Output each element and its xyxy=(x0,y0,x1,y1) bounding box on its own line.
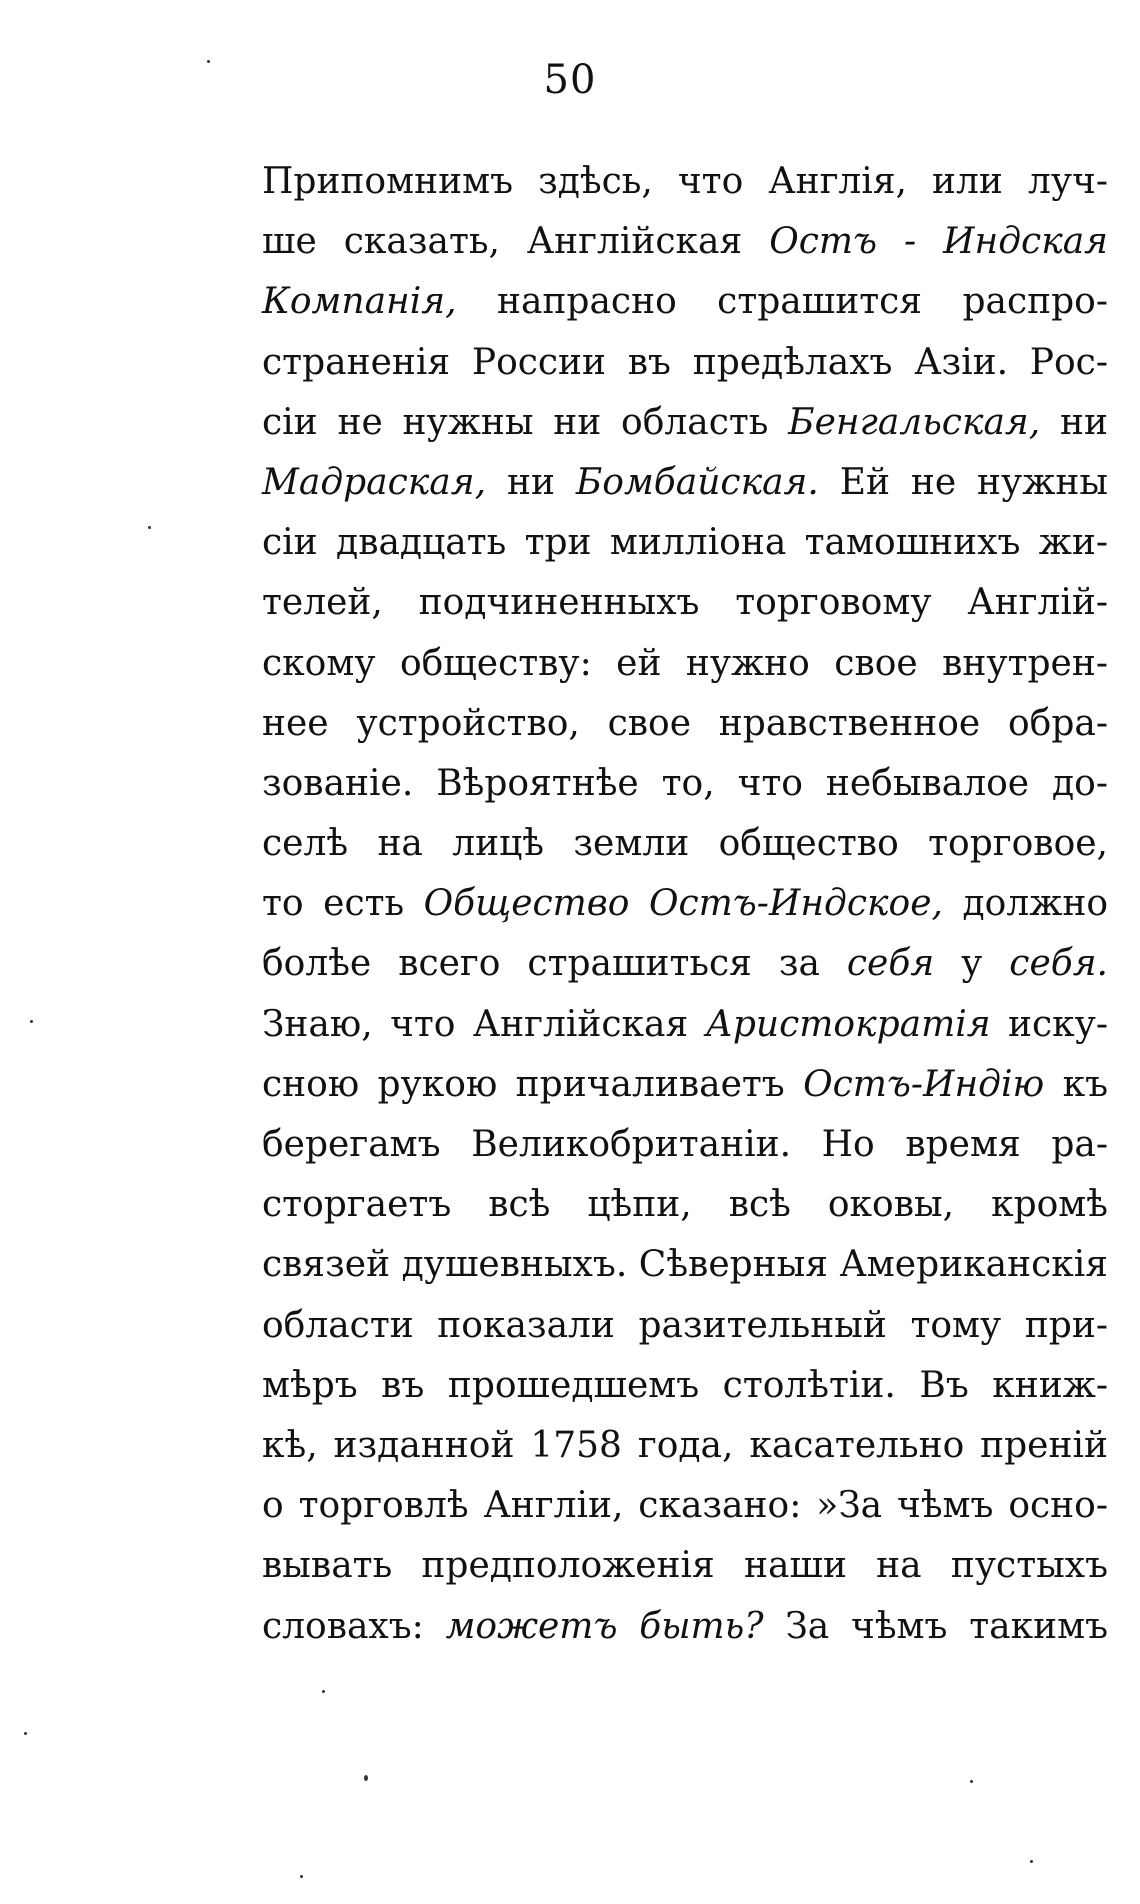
text-run: скому обществу: ей нужно свое внутрен- xyxy=(262,642,1108,684)
print-speck xyxy=(30,1020,33,1023)
text-line xyxy=(262,1055,1108,1115)
text-run: о торговлѣ Англіи, сказано: »За чѣмъ осно- xyxy=(262,1485,1108,1527)
text-run: Ей не нужны xyxy=(818,461,1109,503)
print-speck xyxy=(1030,1860,1033,1863)
text-run: телей, подчиненныхъ торговому Англій- xyxy=(262,582,1108,624)
text-run: связей душевныхъ. Сѣверныя Американскія xyxy=(262,1244,1108,1286)
text-run: берегамъ Великобританіи. Но время ра- xyxy=(262,1124,1108,1165)
text-line xyxy=(262,995,1108,1055)
text-line xyxy=(262,1115,1108,1175)
text-line xyxy=(262,934,1108,994)
text-run: сіи не нужны ни область xyxy=(262,401,789,443)
text-line xyxy=(262,272,1108,332)
text-run: страненія России въ предѣлахъ Азіи. Рос- xyxy=(262,341,1108,383)
text-run: напрасно страшится распро- xyxy=(456,281,1108,323)
text-run: иску- xyxy=(990,1003,1108,1045)
text-run: За чѣмъ такимъ xyxy=(763,1605,1109,1647)
text-run: у xyxy=(934,943,1010,985)
text-line xyxy=(262,393,1108,453)
text-run: нее устройство, свое нравственное обра- xyxy=(262,702,1108,744)
text-run: къ xyxy=(1044,1063,1108,1105)
text-line xyxy=(262,1175,1108,1235)
text-run: селѣ на лицѣ земли общество торговое, xyxy=(262,823,1108,865)
print-speck xyxy=(970,1780,973,1783)
print-speck xyxy=(300,1875,303,1878)
text-run: Припомнимъ здѣсь, что Англія, или луч- xyxy=(262,161,1108,202)
text-line xyxy=(262,1296,1108,1356)
text-line xyxy=(262,634,1108,694)
text-run: должно xyxy=(942,883,1108,925)
text-run: болѣе всего страшиться за xyxy=(262,943,847,985)
body-text xyxy=(262,152,1108,1657)
italic-text-run: себя. xyxy=(1009,943,1108,985)
italic-text-run: себя xyxy=(846,943,935,985)
italic-text-run: Бомбайская. xyxy=(575,461,819,503)
print-speck xyxy=(322,1690,325,1693)
print-speck xyxy=(207,60,210,63)
text-line xyxy=(262,333,1108,393)
text-run: то есть xyxy=(262,883,424,925)
text-line xyxy=(262,754,1108,814)
italic-text-run: Общество Остъ-Индское, xyxy=(423,883,943,925)
text-line xyxy=(262,212,1108,272)
print-speck xyxy=(364,1775,368,1781)
text-line xyxy=(262,1416,1108,1476)
text-run: зованіе. Вѣроятнѣе то, что небывалое до- xyxy=(262,762,1108,804)
text-line xyxy=(262,453,1108,513)
text-line xyxy=(262,1536,1108,1596)
italic-text-run: Бенгальская, xyxy=(788,401,1041,443)
italic-text-run: Аристократія xyxy=(705,1003,991,1045)
page-number: 50 xyxy=(543,57,597,103)
text-line xyxy=(262,814,1108,874)
italic-text-run: можетъ быть? xyxy=(445,1605,764,1647)
text-run: сторгаетъ всѣ цѣпи, всѣ оковы, кромѣ xyxy=(262,1184,1108,1226)
text-line xyxy=(262,152,1108,212)
text-run: мѣръ въ прошедшемъ столѣтіи. Въ книж- xyxy=(262,1364,1108,1406)
text-line xyxy=(262,694,1108,754)
text-run: словахъ: xyxy=(262,1605,446,1647)
print-speck xyxy=(24,1732,27,1735)
text-run: Знаю, что Англійская xyxy=(262,1003,706,1045)
italic-text-run: Мадраская, xyxy=(262,461,487,503)
text-line xyxy=(262,573,1108,633)
text-run: сною рукою причаливаетъ xyxy=(262,1063,804,1105)
text-line xyxy=(262,1476,1108,1536)
italic-text-run: Остъ-Индію xyxy=(803,1063,1045,1105)
text-line xyxy=(262,1235,1108,1295)
italic-text-run: Остъ - Индская xyxy=(769,221,1108,263)
print-speck xyxy=(148,526,151,529)
text-run: ни xyxy=(486,461,576,503)
text-line xyxy=(262,513,1108,573)
text-run: сіи двадцать три милліона тамошнихъ жи- xyxy=(262,522,1108,564)
text-run: вывать предположенія наши на пустыхъ xyxy=(262,1545,1108,1587)
italic-text-run: Компанія, xyxy=(262,281,457,323)
text-line xyxy=(262,1597,1108,1657)
text-line xyxy=(262,1356,1108,1416)
text-run: ше сказать, Англійская xyxy=(262,221,770,263)
text-run: области показали разительный тому при- xyxy=(262,1304,1108,1346)
text-run: кѣ, изданной 1758 года, касательно преній xyxy=(262,1424,1108,1466)
text-run: ни xyxy=(1040,401,1108,443)
text-line xyxy=(262,874,1108,934)
